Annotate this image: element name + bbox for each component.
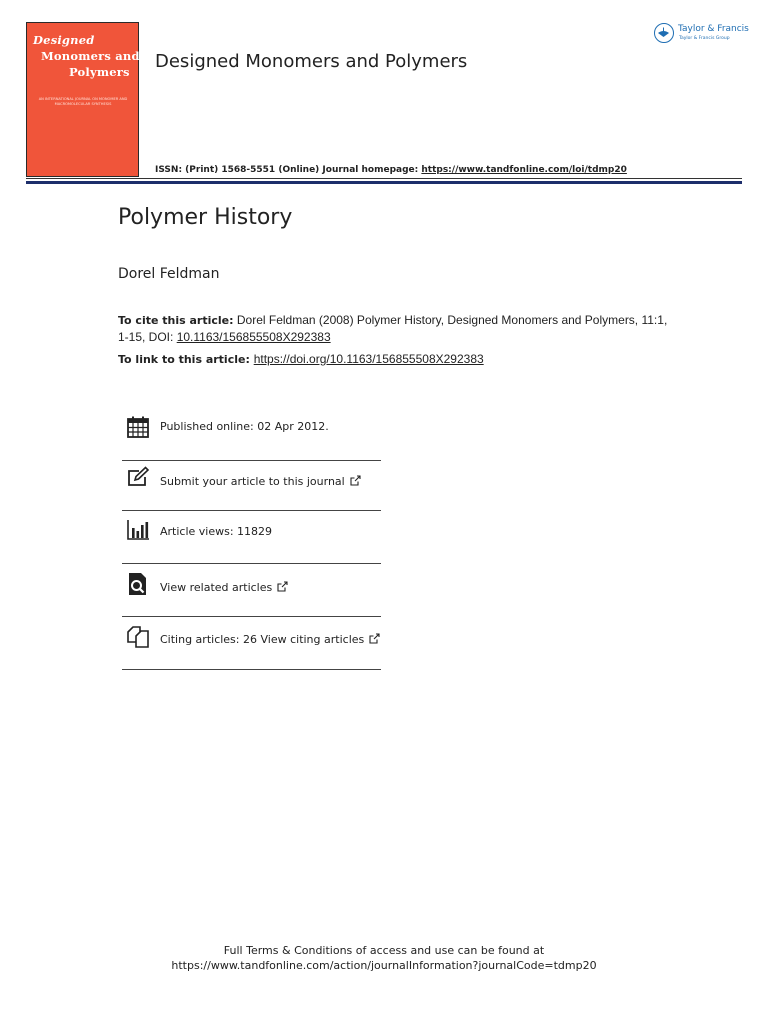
article-title: Polymer History <box>118 205 293 230</box>
article-link-line <box>118 352 484 366</box>
external-link-icon <box>277 581 288 592</box>
info-divider <box>122 616 381 617</box>
info-row-views <box>122 514 381 564</box>
cover-title-line3: Polymers <box>69 65 130 79</box>
article-views-label: Article views: 11829 <box>160 525 273 538</box>
footer <box>0 943 768 973</box>
citation-block <box>118 312 678 345</box>
header-divider-thick <box>26 181 742 184</box>
info-row-related[interactable] <box>122 567 381 617</box>
journal-title: Designed Monomers and Polymers <box>155 51 468 72</box>
citing-articles-label: Citing articles: 26 View citing articles <box>160 633 365 646</box>
cover-subtitle: AN INTERNATIONAL JOURNAL ON MONOMER AND MACROMOLECULAR SYNTHESIS <box>38 97 128 106</box>
link-label: To link to this article: <box>118 353 254 366</box>
external-link-icon <box>350 475 361 486</box>
journal-cover <box>26 22 139 177</box>
citation-label: To cite this article: <box>118 314 234 327</box>
info-row-submit[interactable] <box>122 461 381 511</box>
footer-terms-link[interactable]: https://www.tandfonline.com/action/journalInformation?journalCode=tdmp20 <box>171 959 597 972</box>
header-divider-thin <box>26 178 742 179</box>
citing-icon <box>126 625 150 649</box>
publisher-name: Taylor & Francis <box>678 24 749 34</box>
bar-chart-icon <box>126 518 150 542</box>
issn-text: ISSN: (Print) 1568-5551 (Online) Journal homepage: <box>155 165 422 175</box>
view-related-label: View related articles <box>160 581 273 594</box>
info-divider <box>122 669 381 670</box>
journal-homepage-link[interactable]: https://www.tandfonline.com/loi/tdmp20 <box>421 165 627 175</box>
info-divider <box>122 510 381 511</box>
cover-title-line1: Designed <box>33 33 95 47</box>
info-row-published <box>122 411 381 461</box>
publisher-logo-icon <box>654 23 674 43</box>
issn-line <box>155 165 627 175</box>
article-author: Dorel Feldman <box>118 266 220 282</box>
cover-title-line2: Monomers and <box>41 49 140 63</box>
published-online-label: Published online: 02 Apr 2012. <box>160 420 329 433</box>
footer-terms-text: Full Terms & Conditions of access and use can be found at <box>223 944 545 957</box>
search-document-icon <box>126 572 150 596</box>
publisher-group: Taylor & Francis Group <box>679 36 730 41</box>
calendar-icon <box>126 415 150 439</box>
info-row-citing[interactable] <box>122 620 381 670</box>
info-divider <box>122 563 381 564</box>
citation-text: Dorel Feldman (2008) Polymer History, Designed Monomers and Polymers, 11:1, 1-15, DOI: <box>118 313 668 344</box>
submit-article-label: Submit your article to this journal <box>160 475 345 488</box>
external-link-icon <box>369 633 380 644</box>
publisher-logo[interactable] <box>654 23 749 47</box>
doi-link[interactable]: 10.1163/156855508X292383 <box>176 330 331 344</box>
article-url-link[interactable]: https://doi.org/10.1163/156855508X292383 <box>253 352 484 366</box>
edit-icon <box>126 466 150 490</box>
